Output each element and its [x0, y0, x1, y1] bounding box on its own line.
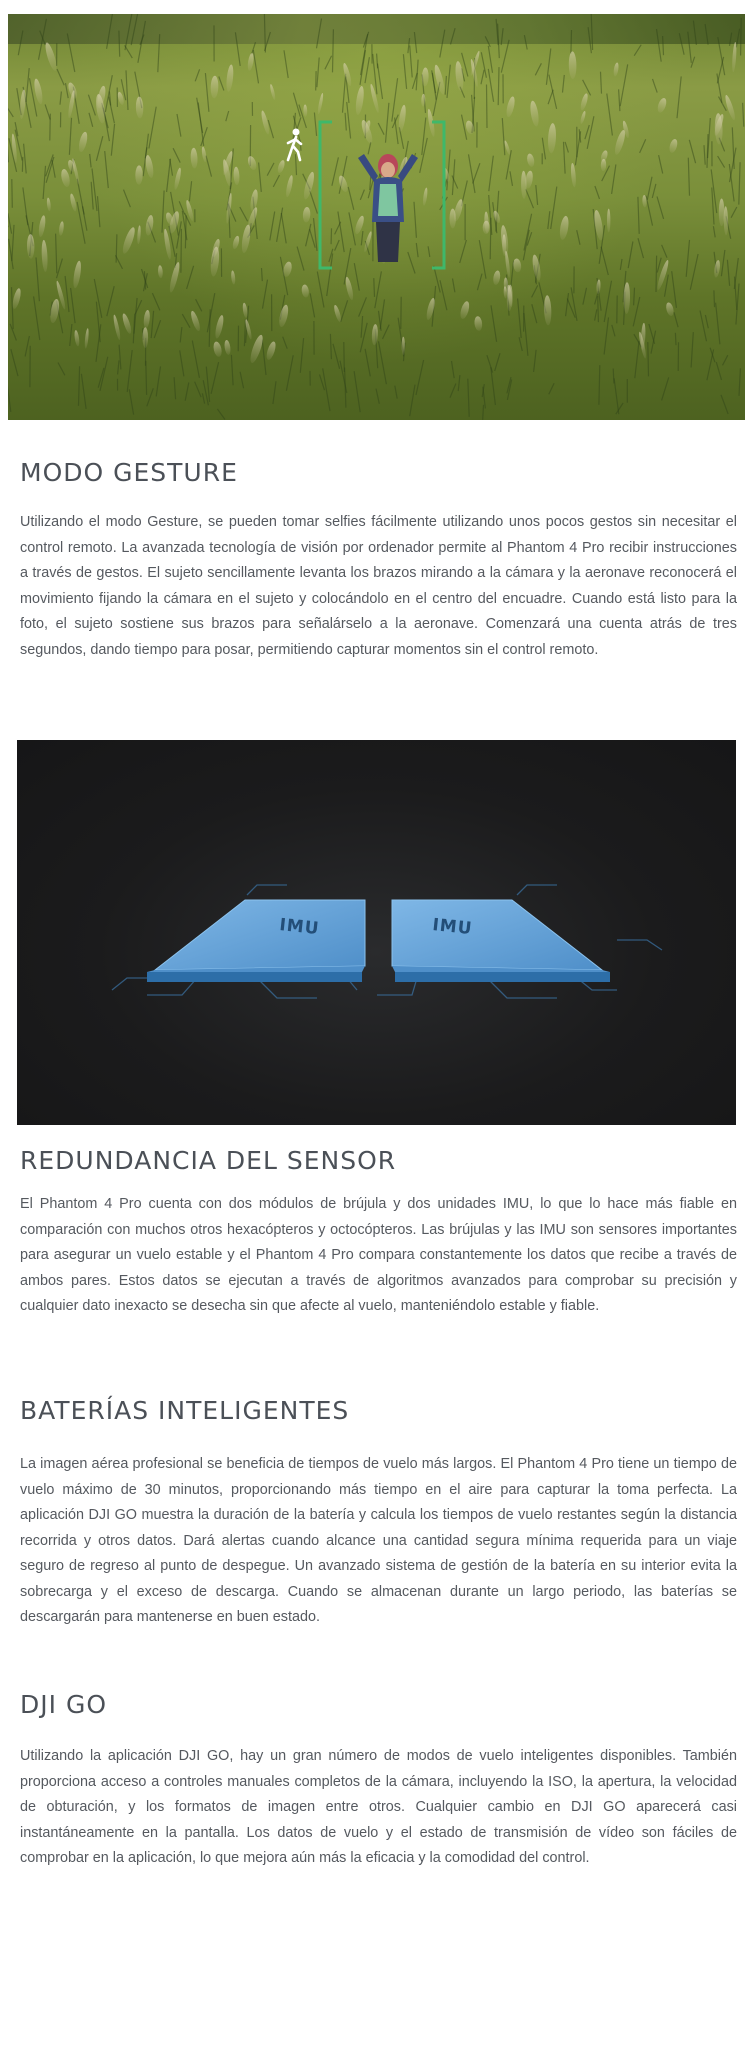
person-figure [338, 144, 438, 264]
hero-photo [8, 14, 745, 420]
imu-illustration [17, 740, 736, 1125]
section-title-baterias-inteligentes: BATERÍAS INTELIGENTES [20, 1396, 350, 1425]
section-text-modo-gesture: Utilizando el modo Gesture, se pueden tomar selfies fácilmente utilizando unos pocos gestos sin necesitar el control remoto. La avanzada tecnología de visión por ordenador permite al Phantom 4 Pro recibir instrucciones a través de gestos. El sujeto sencillamente levanta los brazos mirando a la cámara y la aeronave reconocerá el movimiento fijando la cámara en el sujeto y colocándolo en el centro del encuadre. Cuando está listo para la foto, el sujeto sostiene sus brazos para señalárselo a la aeronave. Comenzará una cuenta atrás de tres segundos, dando tiempo para posar, permitiendo capturar momentos sin el control remoto. [20, 514, 737, 658]
section-text-baterias-inteligentes: La imagen aérea profesional se beneficia de tiempos de vuelo más largos. El Phantom 4 Pro tiene un tiempo de vuelo máximo de 30 minutos, proporcionando más tiempo en el aire para capturar la toma perfecta. La aplicación DJI GO muestra la duración de la batería y calcula los tiempos de vuelo restantes según la distancia recorrida y otros datos. Dará alertas cuando alcance una cantidad segura mínima requerida para un viaje seguro de regreso al punto de despegue. Un avanzado sistema de gestión de la batería en su interior evita la sobrecarga y el exceso de descarga. Cuando se almacenan durante un largo periodo, las baterías se descargarán para mantenerse en buen estado. [20, 1456, 737, 1625]
imu-board-right [392, 900, 610, 982]
section-title-modo-gesture: MODO GESTURE [20, 458, 238, 487]
imu-label-right: IMU [431, 915, 474, 940]
section-text-dji-go: Utilizando la aplicación DJI GO, hay un gran número de modos de vuelo inteligentes disponibles. También proporciona acceso a controles manuales completos de la cámara, incluyendo la ISO, la apertura, la velocidad de obturación, y los formatos de imagen entre otros. Cualquier cambio en DJI GO aparecerá casi instantáneamente en la pantalla. Los datos de vuelo y el estado de transmisión de vídeo son fáciles de comprobar en la aplicación, lo que mejora aún más la eficacia y la comodidad del control. [20, 1748, 737, 1866]
section-title-dji-go: DJI GO [20, 1690, 107, 1719]
imu-label-left: IMU [278, 915, 321, 940]
section-title-redundancia-sensor: REDUNDANCIA DEL SENSOR [20, 1146, 397, 1175]
imu-boards [17, 740, 736, 1125]
imu-board-left [147, 900, 365, 982]
detection-frame-left-bracket [316, 120, 336, 270]
detection-frame-right-bracket [428, 120, 448, 270]
walking-person-icon [284, 128, 306, 162]
section-text-redundancia-sensor: El Phantom 4 Pro cuenta con dos módulos de brújula y dos unidades IMU, lo que lo hace más fiable en comparación con muchos otros hexacópteros y octocópteros. Las brújulas y las IMU son sensores importantes para asegurar un vuelo estable y el Phantom 4 Pro compara constantemente los datos que recibe a través de ambos pares. Estos datos se ejecutan a través de algoritmos avanzados para comprobar su precisión y cualquier dato inexacto se desecha sin que afecte al vuelo, manteniéndolo estable y fiable. [20, 1196, 737, 1314]
